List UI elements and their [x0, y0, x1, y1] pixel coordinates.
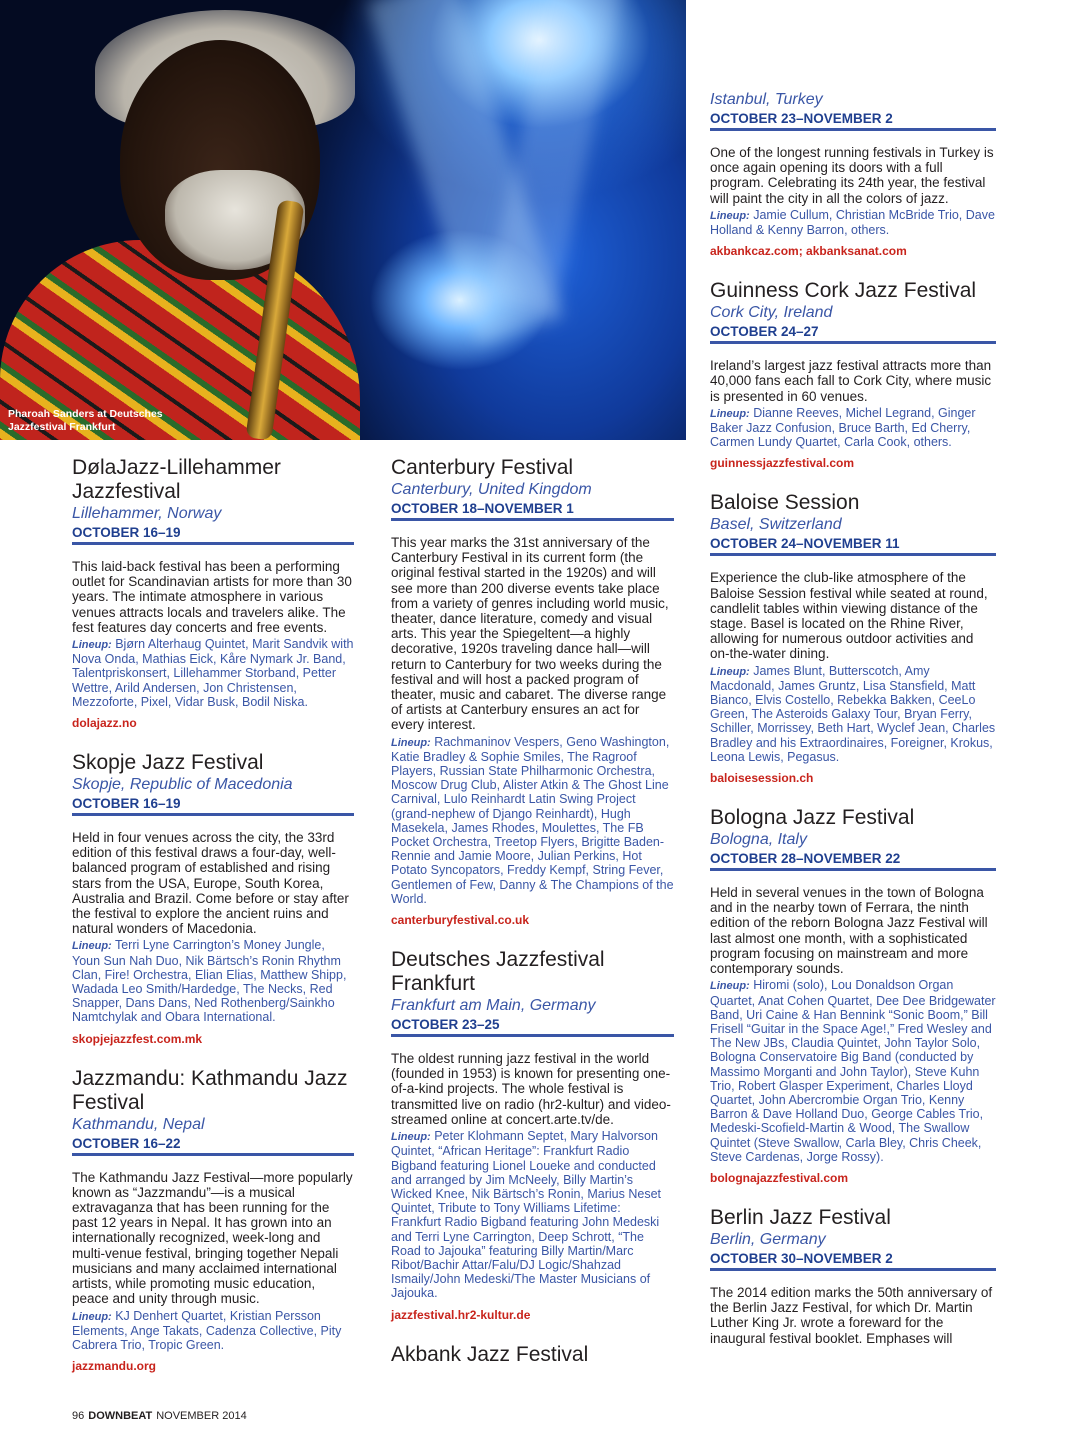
magazine-brand: DOWNBEAT: [88, 1410, 153, 1422]
lineup-text: Hiromi (solo), Lou Donaldson Organ Quartet, Anat Cohen Quartet, Dee Dee Bridgewater Band, Uri Caine & Han Bennink “Sonic Boom,” Bill Frisell “Guitar in the Space Age!,” Fred Wesley and The New JBs, Claudia Quintet, John Taylor Solo, Bologna Conservatoire Big Band (conducted by Massimo Morganti and John Taylor), Steve Kuhn Trio, Robert Glasper Experiment, Charles Lloyd Quartet, John Abercrombie Organ Trio, Kenny Barron & Dave Holland Duo, George Cables Trio, Medeski-Scofield-Martin & Wood, The Swallow Quintet (Steve Swallow, Carla Bley, Chris Cheek, Steve Cardenas, Jorge Rossy).: [710, 978, 996, 1164]
column-1: [72, 456, 354, 1394]
festival-entry: [391, 1343, 674, 1367]
festival-url[interactable]: skopjejazzfest.com.mk: [72, 1031, 203, 1046]
lineup-text: Terri Lyne Carrington’s Money Jungle, Youn Sun Nah Duo, Nik Bärtsch’s Ronin Rhythm Clan, Fire! Orchestra, Elian Elias, Matthew Shipp, Wadada Leo Smith/Hardedge, The Necks, Red Snapper, Dans Dans, Ned Rothenberg/Sainkho Namtchylak and Obara International.: [72, 938, 347, 1025]
festival-name: Bologna Jazz Festival: [710, 806, 915, 830]
festival-lineup: [391, 1129, 674, 1300]
festival-name: Baloise Session: [710, 491, 860, 515]
festival-url[interactable]: canterburyfestival.co.uk: [391, 913, 530, 928]
festival-dates: OCTOBER 23–NOVEMBER 2: [710, 111, 893, 126]
festival-dates: OCTOBER 23–25: [391, 1017, 500, 1033]
festival-location: Bologna, Italy: [710, 831, 807, 849]
festival-name: Canterbury Festival: [391, 456, 574, 479]
lineup-label: Lineup:: [710, 665, 750, 678]
lineup-label: Lineup:: [710, 980, 750, 993]
festival-description: The 2014 edition marks the 50th anniversary of the Berlin Jazz Festival, for which Dr. Martin Luther King Jr. wrote a foreward for the inaugural festival booklet. Emphases will: [710, 1284, 993, 1346]
festival-dates: OCTOBER 18–NOVEMBER 1: [391, 501, 574, 516]
festival-name: Jazzmandu: Kathmandu Jazz Festival: [72, 1066, 348, 1114]
lineup-label: Lineup:: [391, 736, 431, 749]
festival-entry: [391, 948, 674, 1322]
lineup-label: Lineup:: [391, 1131, 431, 1144]
column-3: [710, 90, 996, 1348]
festival-dates: OCTOBER 28–NOVEMBER 22: [710, 851, 901, 867]
festival-description: One of the longest running festivals in Turkey is once again opening its doors with a full program. Celebrating its 24th year, the festival will paint the city in all the colors of jazz.: [710, 145, 994, 206]
festival-lineup: [72, 938, 354, 1024]
festival-url[interactable]: guinnessjazzfestival.com: [710, 456, 855, 471]
festival-location: Istanbul, Turkey: [710, 91, 823, 108]
festival-entry: [710, 279, 996, 471]
festival-location: Cork City, Ireland: [710, 304, 833, 322]
festival-entry: [710, 90, 996, 259]
festival-description: This year marks the 31st anniversary of the Canterbury Festival in its current form (the original festival started in the 1920s) and will see more than 200 diverse events take place from a variety of genres including world music, theater, dance literature, comedy and visual arts. This year the Spiegeltent—a highly decorative, 1920s traveling dance hall—will return to Canterbury for two weeks during the festival and will host a packed program of theater, music and cabaret. The diverse range of artists at Canterbury ensures an act for every interest.: [391, 535, 669, 733]
lineup-text: Peter Klohmann Septet, Mary Halvorson Quintet, “African Heritage”: Frankfurt Radio Bigband featuring Lionel Loueke and conducted and arranged by Jim McNeely, Billy Martin’s Wicked Knee, Nik Bärtsch’s Ronin, Marius Neset Quintet, Tribute to Tony Williams Lifetime: Frankfurt Radio Bigband featuring John Medeski and Terri Lyne Carrington, Deep Schrott, “The Road to Jajouka” featuring Billy Martin/Marc Ribot/Bachir Attar/Falu/DJ Logic/Shahzad Ismaily/John Medeski/The Master Musicians of Jajouka.: [391, 1129, 662, 1301]
festival-location: Lillehammer, Norway: [72, 505, 222, 522]
festival-url[interactable]: jazzfestival.hr2-kultur.de: [391, 1307, 531, 1322]
festival-entry: [391, 456, 674, 928]
festival-location: Kathmandu, Nepal: [72, 1115, 205, 1133]
festival-lineup: [710, 406, 996, 450]
festival-description: The oldest running jazz festival in the world (founded in 1953) is known for presenting one-of-a-kind projects. The whole festival is transmitted live on radio (hr2-kultur) and video-streamed online at concert.arte.tv/de.: [391, 1051, 671, 1127]
festival-dates: OCTOBER 16–19: [72, 796, 181, 812]
festival-name: Berlin Jazz Festival: [710, 1205, 891, 1229]
festival-lineup: [391, 735, 674, 906]
festival-location: Berlin, Germany: [710, 1230, 826, 1248]
festival-name: Skopje Jazz Festival: [72, 751, 264, 775]
page-number: 96: [72, 1410, 85, 1422]
lineup-text: Jamie Cullum, Christian McBride Trio, Dave Holland & Kenny Barron, others.: [710, 207, 995, 238]
festival-entry: [710, 1206, 996, 1346]
lineup-label: Lineup:: [72, 940, 112, 953]
festival-lineup: [710, 664, 996, 764]
festival-description: The Kathmandu Jazz Festival—more popularly known as “Jazzmandu”—is a musical extravaganza that has been running for the past 12 years in Nepal. It has grown into an internationally recognized, week-long and multi-venue festival, bringing together Nepali musicians and many acclaimed international artists, while promoting music education, peace and unity through music.: [72, 1169, 353, 1307]
festival-name: Guinness Cork Jazz Festival: [710, 279, 977, 303]
festival-location: Basel, Switzerland: [710, 516, 842, 534]
festival-entry: [710, 806, 996, 1186]
festival-dates: OCTOBER 24–NOVEMBER 11: [710, 536, 900, 552]
festival-location: Frankfurt am Main, Germany: [391, 997, 596, 1015]
page-footer: [72, 1410, 247, 1422]
festival-url[interactable]: akbankcaz.com; akbanksanat.com: [710, 244, 907, 259]
festival-dates: OCTOBER 24–27: [710, 324, 819, 340]
lineup-text: KJ Denhert Quartet, Kristian Persson Elements, Ange Takats, Cadenza Collective, Pity Cabrera Trio, Tropic Green.: [72, 1308, 342, 1352]
lineup-label: Lineup:: [72, 1310, 112, 1323]
festival-url[interactable]: baloisesession.ch: [710, 771, 814, 786]
festival-description: Held in several venues in the town of Bologna and in the nearby town of Ferrara, the ninth edition of the reborn Bologna Jazz Festival will last almost one month, with a sophisticated program focusing on mainstream and more contemporary sounds.: [710, 885, 988, 977]
festival-lineup: [710, 208, 996, 237]
festival-entry: [710, 491, 996, 786]
festival-description: Ireland’s largest jazz festival attracts more than 40,000 fans each fall to Cork City, where music is presented in 60 venues.: [710, 358, 992, 404]
festival-url[interactable]: jazzmandu.org: [72, 1359, 157, 1374]
festival-location: Skopje, Republic of Macedonia: [72, 776, 293, 794]
lineup-label: Lineup:: [72, 639, 112, 652]
festival-dates: OCTOBER 16–22: [72, 1135, 181, 1151]
festival-entry: [72, 1067, 354, 1374]
festival-entry: [72, 456, 354, 731]
festival-name: Deutsches Jazzfestival Frankfurt: [391, 948, 605, 996]
festival-description: Held in four venues across the city, the 33rd edition of this festival draws a four-day, well-balanced program of established and rising stars from the USA, Europe, South Korea, Australia and Brazil. Come before or stay after the festival to explore the ancient ruins and natural wonders of Macedonia.: [72, 830, 349, 937]
festival-description: This laid-back festival has been a performing outlet for Scandinavian artists for more than 30 years. The intimate atmosphere in various venues attracts locals and travelers alike. The fest features day concerts and free events.: [72, 559, 352, 635]
lineup-label: Lineup:: [710, 407, 750, 420]
lineup-text: James Blunt, Butterscotch, Amy Macdonald, James Gruntz, Lisa Stansfield, Matt Bianco, Elvis Costello, Rebekka Bakken, CeeLo Green, The Asteroids Galaxy Tour, Bryan Ferry, Schiller, Morrissey, Beth Hart, Wyclef Jean, Charles Bradley and his Extraordinaires, Foreigner, Krokus, Leona Lewis, Pegasus.: [710, 663, 996, 764]
festival-lineup: [72, 1309, 354, 1353]
festival-url[interactable]: dolajazz.no: [72, 716, 137, 731]
lineup-text: Rachmaninov Vespers, Geno Washington, Katie Bradley & Sophie Smiles, The Ragroof Players, Russian State Philharmonic Orchestra, Moscow Drug Club, Alister Atkin & The Ghost Line Carnival, Lulo Reinhardt Latin Swing Project (grand-nephew of Django Reinhardt), Hugh Masekela, James Rhodes, Moulettes, The FB Pocket Orchestra, Treetop Flyers, Brigitte Baden-Rennie and Jamie Moore, Julian Perkins, Hot Potato Syncopators, Freddy Kempf, String Fever, Gentlemen of Few, Danny & The Champions of the World.: [391, 734, 674, 906]
festival-location: Canterbury, United Kingdom: [391, 481, 592, 498]
festival-lineup: [72, 637, 354, 709]
lineup-text: Bjørn Alterhaug Quintet, Marit Sandvik with Nova Onda, Mathias Eick, Kåre Nymark Jr. Band, Talentpriskonsert, Lillehammer Storband, Petter Wettre, Arild Andersen, Jon Christensen, Mezzoforte, Pixel, Vidar Busk, Bodil Niska.: [72, 637, 354, 709]
festival-dates: OCTOBER 16–19: [72, 525, 181, 540]
column-2: [391, 456, 674, 1367]
festival-lineup: [710, 978, 996, 1164]
festival-url[interactable]: bolognajazzfestival.com: [710, 1170, 849, 1185]
festival-name: DølaJazz-Lillehammer Jazzfestival: [72, 456, 281, 503]
hero-photo: [0, 0, 686, 440]
lineup-text: Dianne Reeves, Michel Legrand, Ginger Baker Jazz Confusion, Bruce Barth, Ed Cherry, Carmen Lundy Quartet, Carla Cook, others.: [710, 405, 976, 450]
issue-date: NOVEMBER 2014: [156, 1410, 247, 1422]
festival-dates: OCTOBER 30–NOVEMBER 2: [710, 1250, 893, 1266]
festival-description: Experience the club-like atmosphere of the Baloise Session festival while seated at round, candlelit tables within viewing distance of the stage. Basel is located on the Rhine River, allowing for numerous outdoor activities and on-the-water dining.: [710, 570, 988, 662]
festival-entry: [72, 751, 354, 1047]
festival-name: Akbank Jazz Festival: [391, 1342, 589, 1366]
photo-caption: Pharoah Sanders at Deutsches Jazzfestival Frankfurt: [8, 408, 163, 433]
lineup-label: Lineup:: [710, 209, 750, 222]
